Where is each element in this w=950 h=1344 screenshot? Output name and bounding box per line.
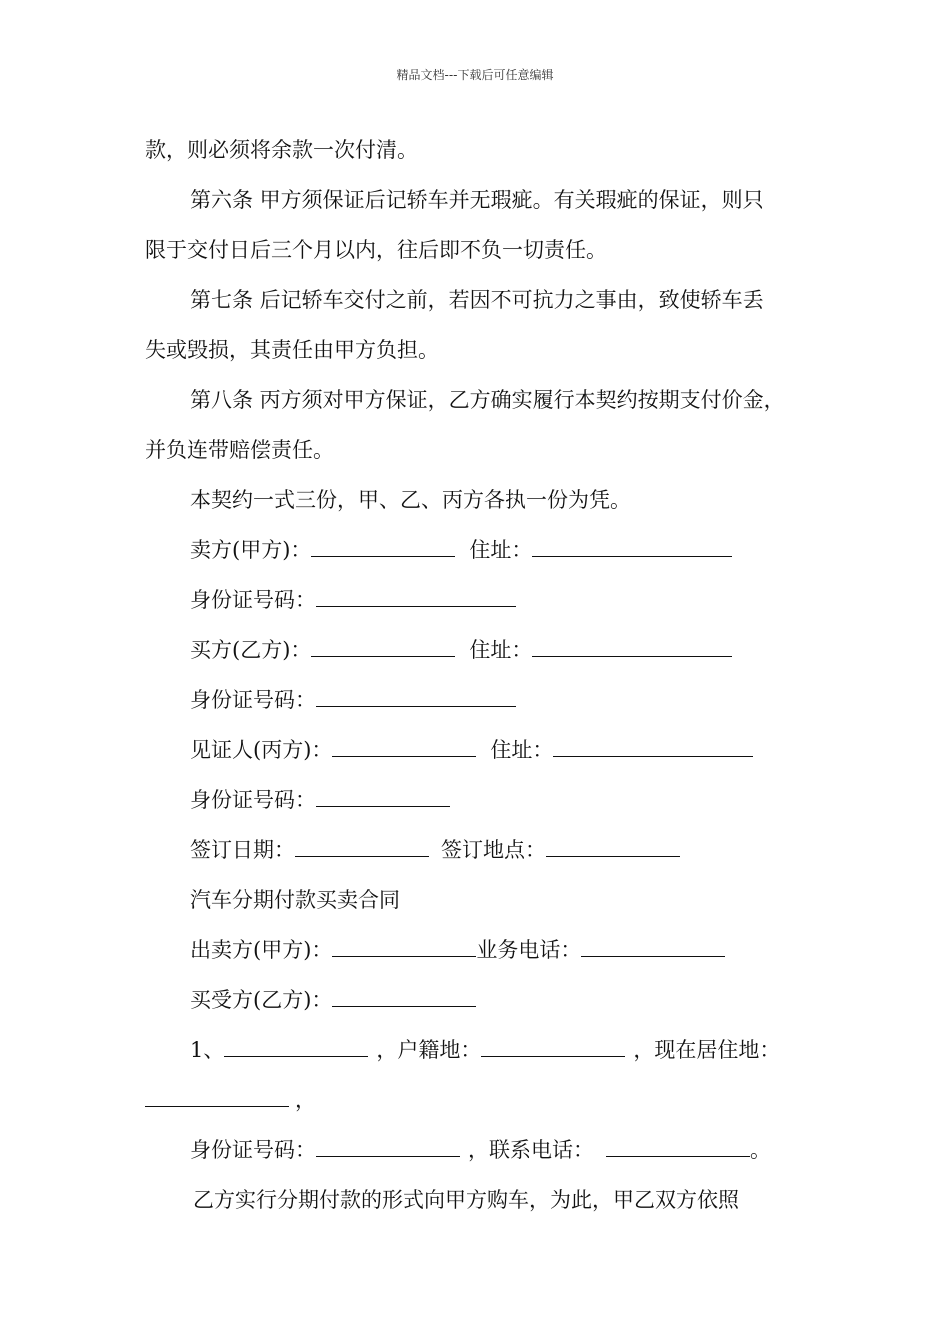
sign-place-blank[interactable] xyxy=(546,838,680,857)
paragraph-line: 并负连带赔偿责任。 xyxy=(145,438,334,462)
witness-address-label: 住址： xyxy=(490,738,554,762)
c2-contact-label: ，联系电话： xyxy=(468,1138,594,1162)
buyer-id-blank[interactable] xyxy=(316,688,516,707)
paragraph-line: 第六条 甲方须保证后记轿车并无瑕疵。有关瑕疵的保证，则只 xyxy=(190,188,764,212)
c2-period: 。 xyxy=(750,1138,771,1162)
buyer-address-label: 住址： xyxy=(469,638,533,662)
seller-row xyxy=(190,536,732,564)
seller-name-blank[interactable] xyxy=(311,538,455,557)
c2-comma: ， xyxy=(295,1088,316,1112)
c2-seller-label: 出卖方(甲方)： xyxy=(190,938,333,962)
paragraph-line: 失或毁损，其责任由甲方负担。 xyxy=(145,338,439,362)
seller-label: 卖方(甲方)： xyxy=(190,538,312,562)
paragraph-line: 款，则必须将余款一次付清。 xyxy=(145,138,418,162)
c2-seller-row xyxy=(190,936,725,964)
c2-residence-row xyxy=(145,1086,316,1114)
c2-buyer-row xyxy=(190,986,476,1014)
paragraph-line: 第八条 丙方须对甲方保证，乙方确实履行本契约按期支付价金， xyxy=(190,388,785,412)
sign-date-label: 签订日期： xyxy=(190,838,295,862)
witness-id-label: 身份证号码： xyxy=(190,788,316,812)
seller-id-row xyxy=(190,586,516,614)
c2-seller-blank[interactable] xyxy=(332,938,476,957)
c2-item1-row xyxy=(190,1036,780,1064)
witness-name-blank[interactable] xyxy=(332,738,476,757)
buyer-name-blank[interactable] xyxy=(311,638,455,657)
c2-household-blank[interactable] xyxy=(481,1038,625,1057)
witness-id-row xyxy=(190,786,450,814)
page-header: 精品文档---下载后可任意编辑 xyxy=(396,68,554,82)
c2-buyer-label: 买受方(乙方)： xyxy=(190,988,333,1012)
sign-row xyxy=(190,836,680,864)
buyer-address-blank[interactable] xyxy=(532,638,732,657)
contract-title: 汽车分期付款买卖合同 xyxy=(190,888,400,912)
seller-address-blank[interactable] xyxy=(532,538,732,557)
witness-address-blank[interactable] xyxy=(553,738,753,757)
sign-date-blank[interactable] xyxy=(295,838,429,857)
paragraph-line: 第七条 后记轿车交付之前，若因不可抗力之事由，致使轿车丢 xyxy=(190,288,764,312)
seller-id-blank[interactable] xyxy=(316,588,516,607)
sign-place-label: 签订地点： xyxy=(441,838,546,862)
c2-item1-prefix: 1、 xyxy=(190,1038,225,1062)
seller-address-label: 住址： xyxy=(469,538,533,562)
c2-name-blank[interactable] xyxy=(224,1038,368,1057)
witness-row xyxy=(190,736,753,764)
c2-id-blank[interactable] xyxy=(316,1138,460,1157)
c2-id-row xyxy=(190,1136,771,1164)
seller-id-label: 身份证号码： xyxy=(190,588,316,612)
c2-biz-phone-label: 业务电话： xyxy=(476,938,582,962)
c2-residence-label: ，现在居住地： xyxy=(633,1038,781,1062)
witness-id-blank[interactable] xyxy=(316,788,450,807)
c2-biz-phone-blank[interactable] xyxy=(581,938,725,957)
witness-label: 见证人(丙方)： xyxy=(190,738,333,762)
paragraph-line: 限于交付日后三个月以内，往后即不负一切责任。 xyxy=(145,238,607,262)
paragraph-line: 乙方实行分期付款的形式向甲方购车，为此，甲乙双方依照 xyxy=(193,1188,739,1212)
buyer-id-row xyxy=(190,686,516,714)
buyer-row xyxy=(190,636,732,664)
buyer-id-label: 身份证号码： xyxy=(190,688,316,712)
c2-residence-blank[interactable] xyxy=(145,1088,289,1107)
paragraph-line: 本契约一式三份，甲、乙、丙方各执一份为凭。 xyxy=(190,488,631,512)
buyer-label: 买方(乙方)： xyxy=(190,638,312,662)
c2-id-label: 身份证号码： xyxy=(190,1138,316,1162)
c2-buyer-blank[interactable] xyxy=(332,988,476,1007)
c2-household-label: ，户籍地： xyxy=(376,1038,482,1062)
c2-contact-blank[interactable] xyxy=(606,1138,750,1157)
